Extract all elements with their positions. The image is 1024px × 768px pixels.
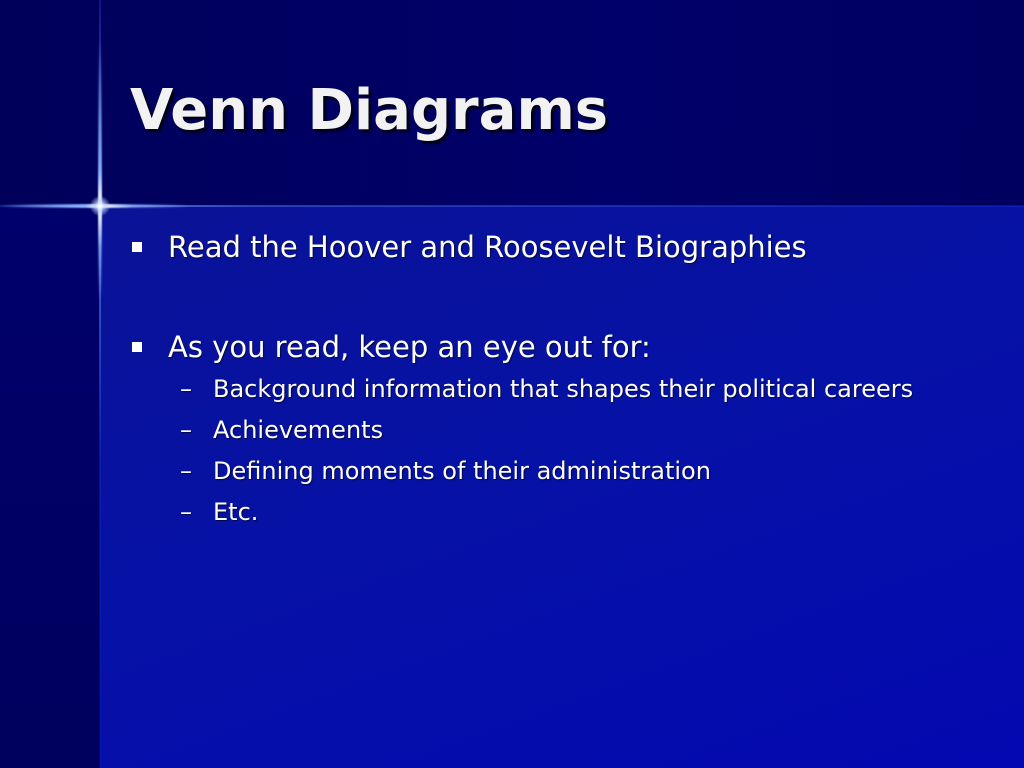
sub-bullet-item xyxy=(130,369,990,410)
left-column xyxy=(0,206,100,768)
sub-bullet-text: Defining moments of their administration xyxy=(213,457,711,485)
dash-marker: – xyxy=(180,375,192,403)
light-flare-star-icon xyxy=(90,196,110,216)
dash-marker: – xyxy=(180,498,192,526)
sub-bullet-item xyxy=(130,410,990,451)
dash-marker: – xyxy=(180,416,192,444)
sub-bullet-text: Etc. xyxy=(213,498,259,526)
square-bullet-icon xyxy=(132,342,142,352)
slide-body xyxy=(130,225,990,533)
sub-bullet-item xyxy=(130,451,990,492)
square-bullet-icon xyxy=(132,242,142,252)
bullet-text: As you read, keep an eye out for: xyxy=(168,330,651,364)
bullet-item xyxy=(130,325,990,369)
sub-bullet-text: Achievements xyxy=(213,416,384,444)
sub-bullet-item xyxy=(130,492,990,533)
slide-title: Venn Diagrams xyxy=(130,78,609,143)
dash-marker: – xyxy=(180,457,192,485)
light-flare-vertical xyxy=(98,40,102,300)
bullet-text: Read the Hoover and Roosevelt Biographies xyxy=(168,230,807,264)
sub-bullet-text: Background information that shapes their political careers xyxy=(213,375,914,403)
bullet-item xyxy=(130,225,990,269)
